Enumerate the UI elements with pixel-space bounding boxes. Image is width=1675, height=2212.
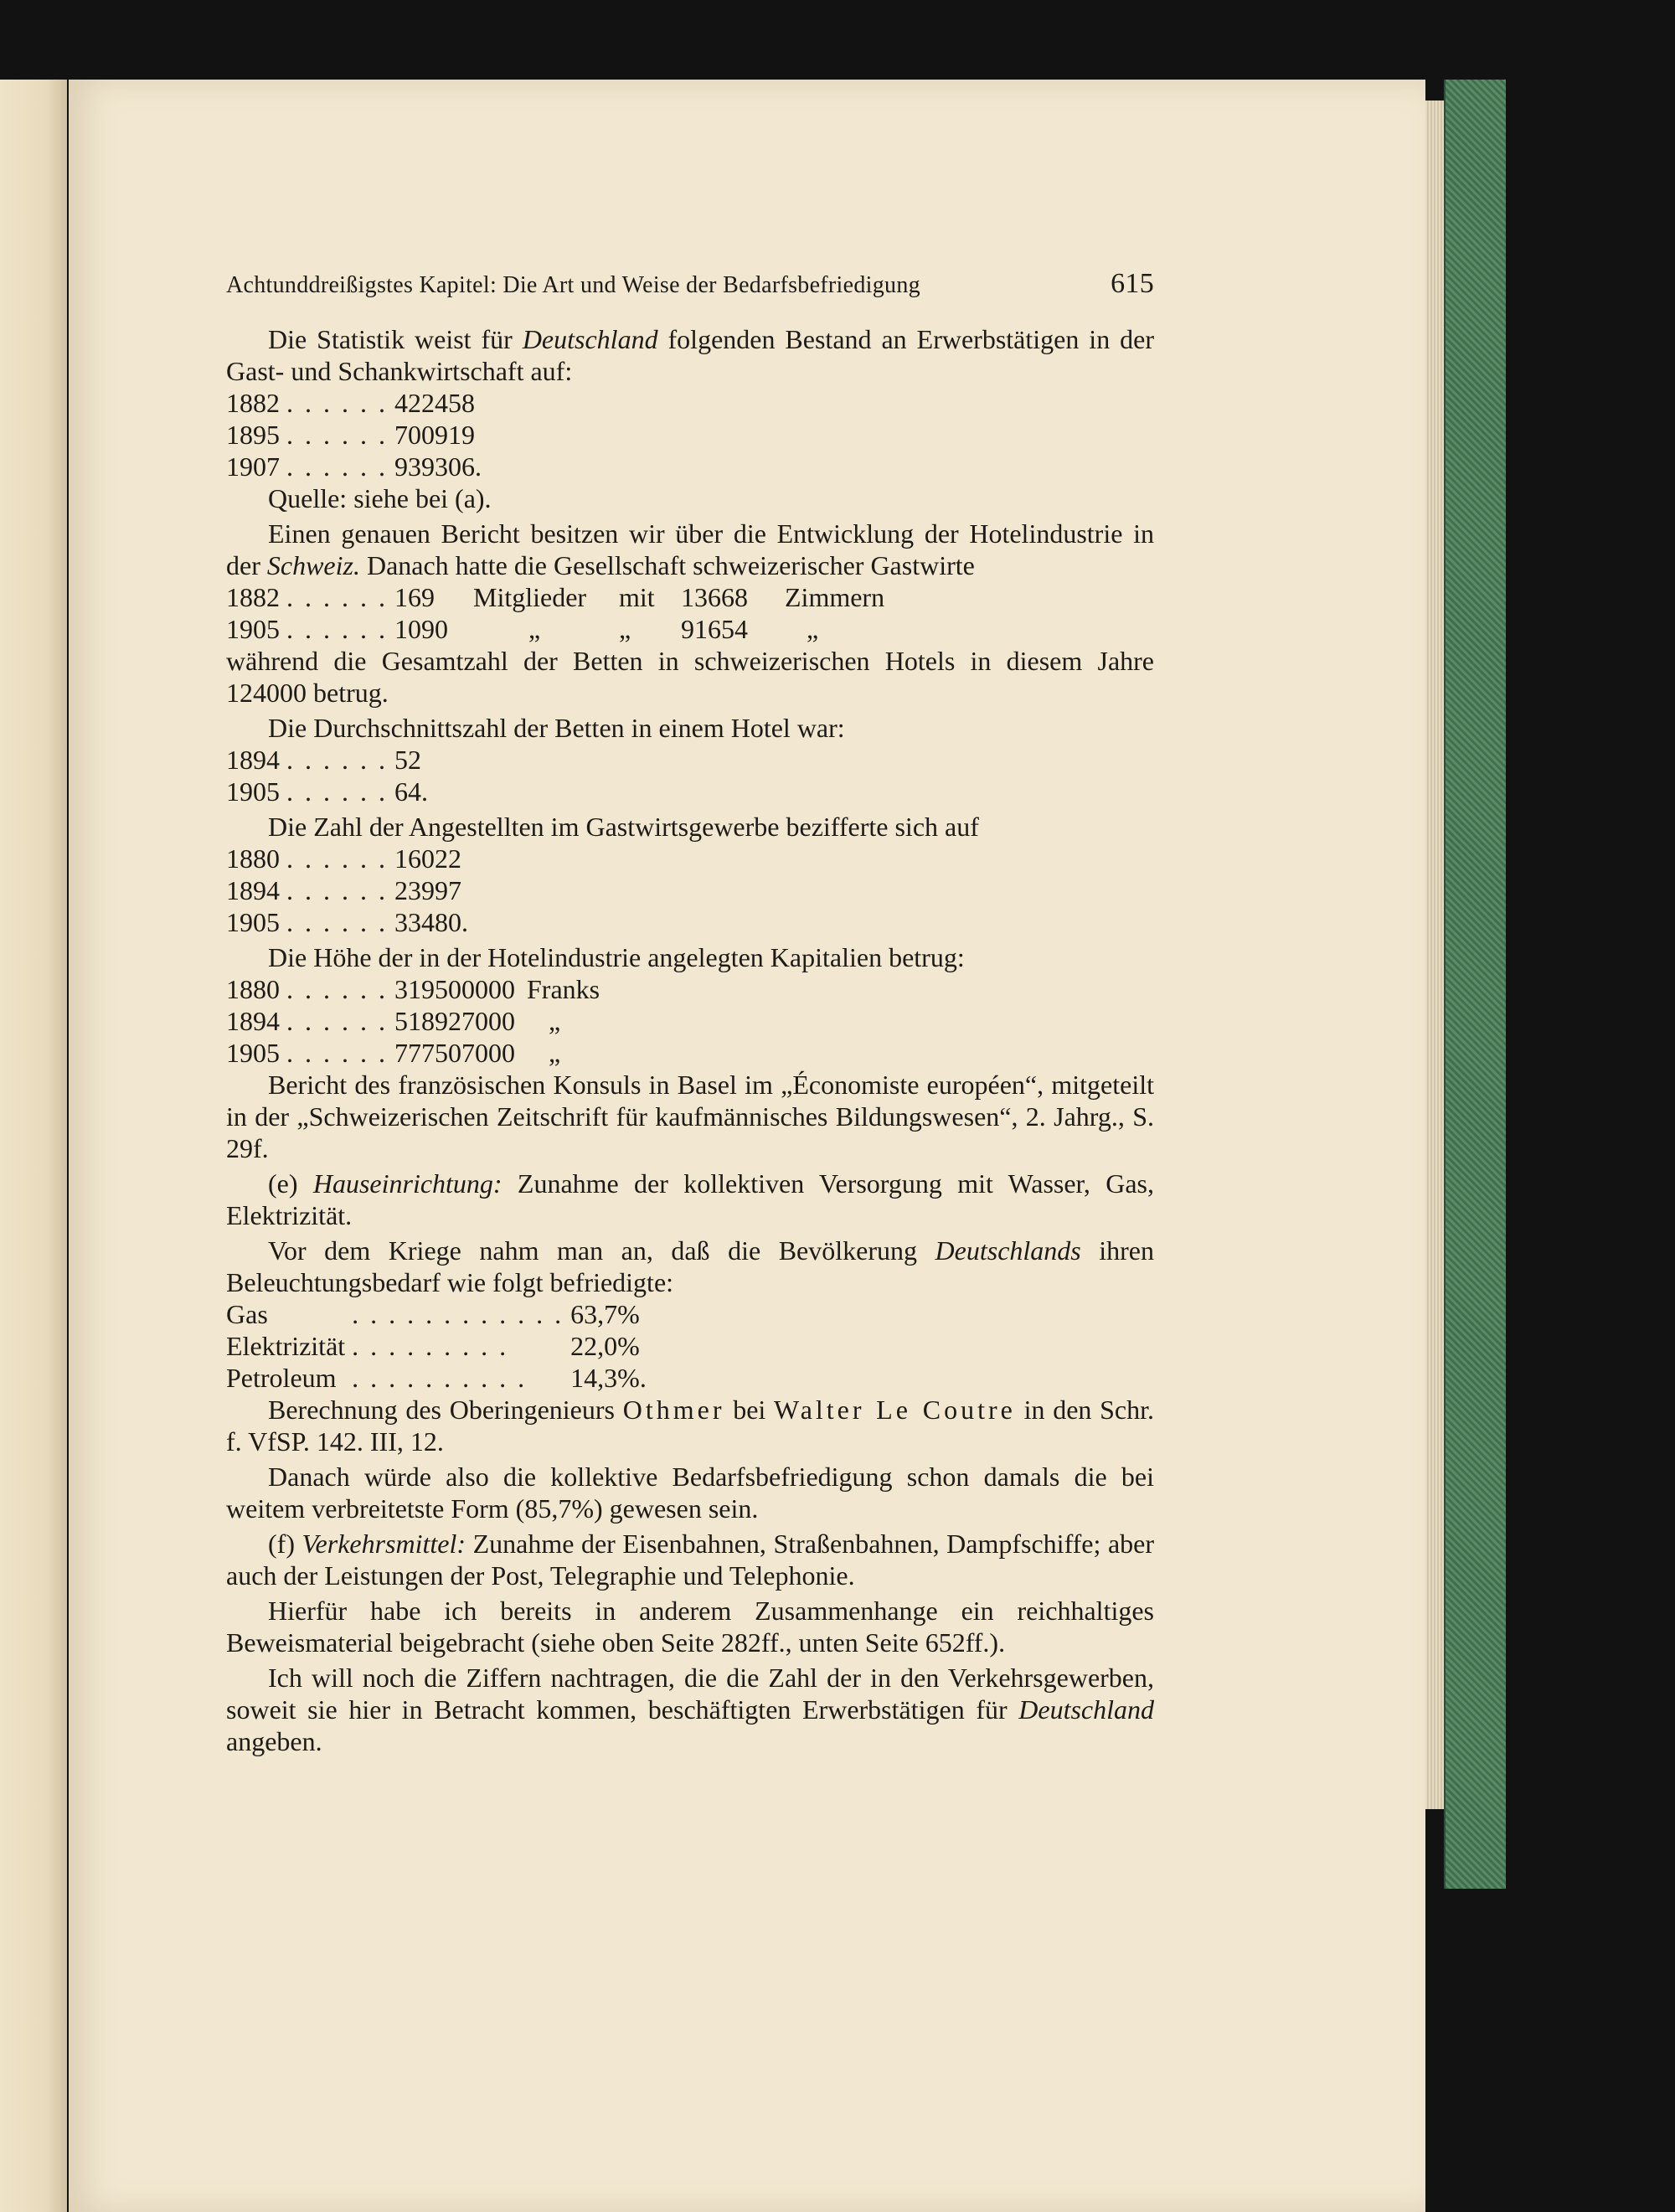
paragraph: Die Höhe der in der Hotelindustrie angelegten Kapitalien betrug: bbox=[268, 942, 965, 972]
paragraph: Vor dem Kriege nahm man an, daß die Bevölkerung Deutschlands ihren Beleuchtungsbedarf wie folgt befriedigte: bbox=[226, 1235, 1155, 1297]
table-kapitalien bbox=[226, 973, 600, 1069]
paragraph: Bericht des französischen Konsuls in Basel im „Économiste européen“, mitgeteilt in der „Schweizerischen Zeitschrift für kaufmännisches Bildungswesen“, 2. Jahrg., S. 29f. bbox=[226, 1070, 1154, 1163]
paragraph: Die Zahl der Angestellten im Gastwirtsgewerbe bezifferte sich auf bbox=[268, 812, 979, 842]
table-row: 1880 . . . . . . 16022 bbox=[226, 843, 461, 874]
table-row: Elektrizität . . . . . . . . . 22,0% bbox=[226, 1331, 640, 1361]
table-row: 1882 . . . . . . 169 Mitglieder mit 13668 Zimmern bbox=[226, 582, 885, 612]
table-angestellte bbox=[226, 843, 468, 938]
paragraph: (e) Hauseinrichtung: Zunahme der kollektiven Versorgung mit Wasser, Gas, Elektrizität. bbox=[226, 1168, 1154, 1230]
table-betten bbox=[226, 744, 428, 807]
table-row: 1894 . . . . . . 52 bbox=[226, 745, 421, 775]
paragraph: Ich will noch die Ziffern nachtragen, die die Zahl der in den Verkehrsgewerben, soweit sie hier in Betracht kommen, beschäftigten Erwerbstätigen für Deutschland angeben. bbox=[226, 1663, 1154, 1756]
paragraph: Berechnung des Oberingenieurs Othmer bei Walter Le Coutre in den Schr. f. VfSP. 142. III, 12. bbox=[226, 1395, 1155, 1457]
source-note: Quelle: siehe bei (a). bbox=[268, 483, 492, 513]
table-row: 1905 . . . . . . 64. bbox=[226, 776, 428, 807]
paragraph: Die Durchschnittszahl der Betten in einem Hotel war: bbox=[268, 713, 845, 743]
table-row: Gas . . . . . . . . . . . . 63,7% bbox=[226, 1299, 640, 1329]
page-number: 615 bbox=[1111, 268, 1154, 299]
table-row: 1880 . . . . . . 319500000 Franks bbox=[226, 974, 600, 1004]
paragraph: während die Gesamtzahl der Betten in schweizerischen Hotels in diesem Jahre 124000 betrug. bbox=[226, 646, 1154, 708]
paragraph: (f) Verkehrsmittel: Zunahme der Eisenbahnen, Straßenbahnen, Dampfschiffe; aber auch der Leistungen der Post, Telegraphie und Telephonie. bbox=[226, 1529, 1155, 1591]
table-row: 1905 . . . . . . 1090 „ „ 91654 „ bbox=[226, 614, 819, 644]
paragraph: Die Statistik weist für Deutschland folgenden Bestand an Erwerbstätigen in der Gast- und Schankwirtschaft auf: bbox=[226, 324, 1155, 386]
table-row: 1905 . . . . . . 777507000 „ bbox=[226, 1038, 561, 1068]
left-page-edge bbox=[0, 80, 67, 2212]
page-block-edges bbox=[1425, 101, 1444, 1809]
page-text bbox=[226, 268, 1154, 1757]
table-row: 1882 . . . . . . 422458 bbox=[226, 388, 475, 418]
table-row: 1907 . . . . . . 939306. bbox=[226, 451, 482, 482]
table-row: 1905 . . . . . . 33480. bbox=[226, 907, 468, 937]
table-row: Petroleum . . . . . . . . . . 14,3%. bbox=[226, 1363, 647, 1393]
running-header bbox=[226, 268, 1154, 302]
paragraph: Danach würde also die kollektive Bedarfsbefriedigung schon damals die bei weitem verbreitetste Form (85,7%) gewesen sein. bbox=[226, 1462, 1154, 1524]
table-beleuchtung bbox=[226, 1298, 647, 1394]
paragraph: Einen genauen Bericht besitzen wir über die Entwicklung der Hotelindustrie in der Schweiz. Danach hatte die Gesellschaft schweizerischer Gastwirte bbox=[226, 518, 1154, 580]
table-gastwirtschaft bbox=[226, 387, 482, 482]
table-row: 1894 . . . . . . 23997 bbox=[226, 875, 461, 905]
paragraph: Hierfür habe ich bereits in anderem Zusammenhange ein reichhaltiges Beweismaterial beigebracht (siehe oben Seite 282ff., unten Seite 652ff.). bbox=[226, 1596, 1154, 1658]
running-title: Achtunddreißigstes Kapitel: Die Art und Weise der Bedarfsbefriedigung bbox=[226, 272, 920, 298]
table-row: 1894 . . . . . . 518927000 „ bbox=[226, 1006, 561, 1036]
table-gastwirte bbox=[226, 581, 884, 645]
book-cover bbox=[1444, 80, 1506, 1889]
table-row: 1895 . . . . . . 700919 bbox=[226, 420, 475, 450]
